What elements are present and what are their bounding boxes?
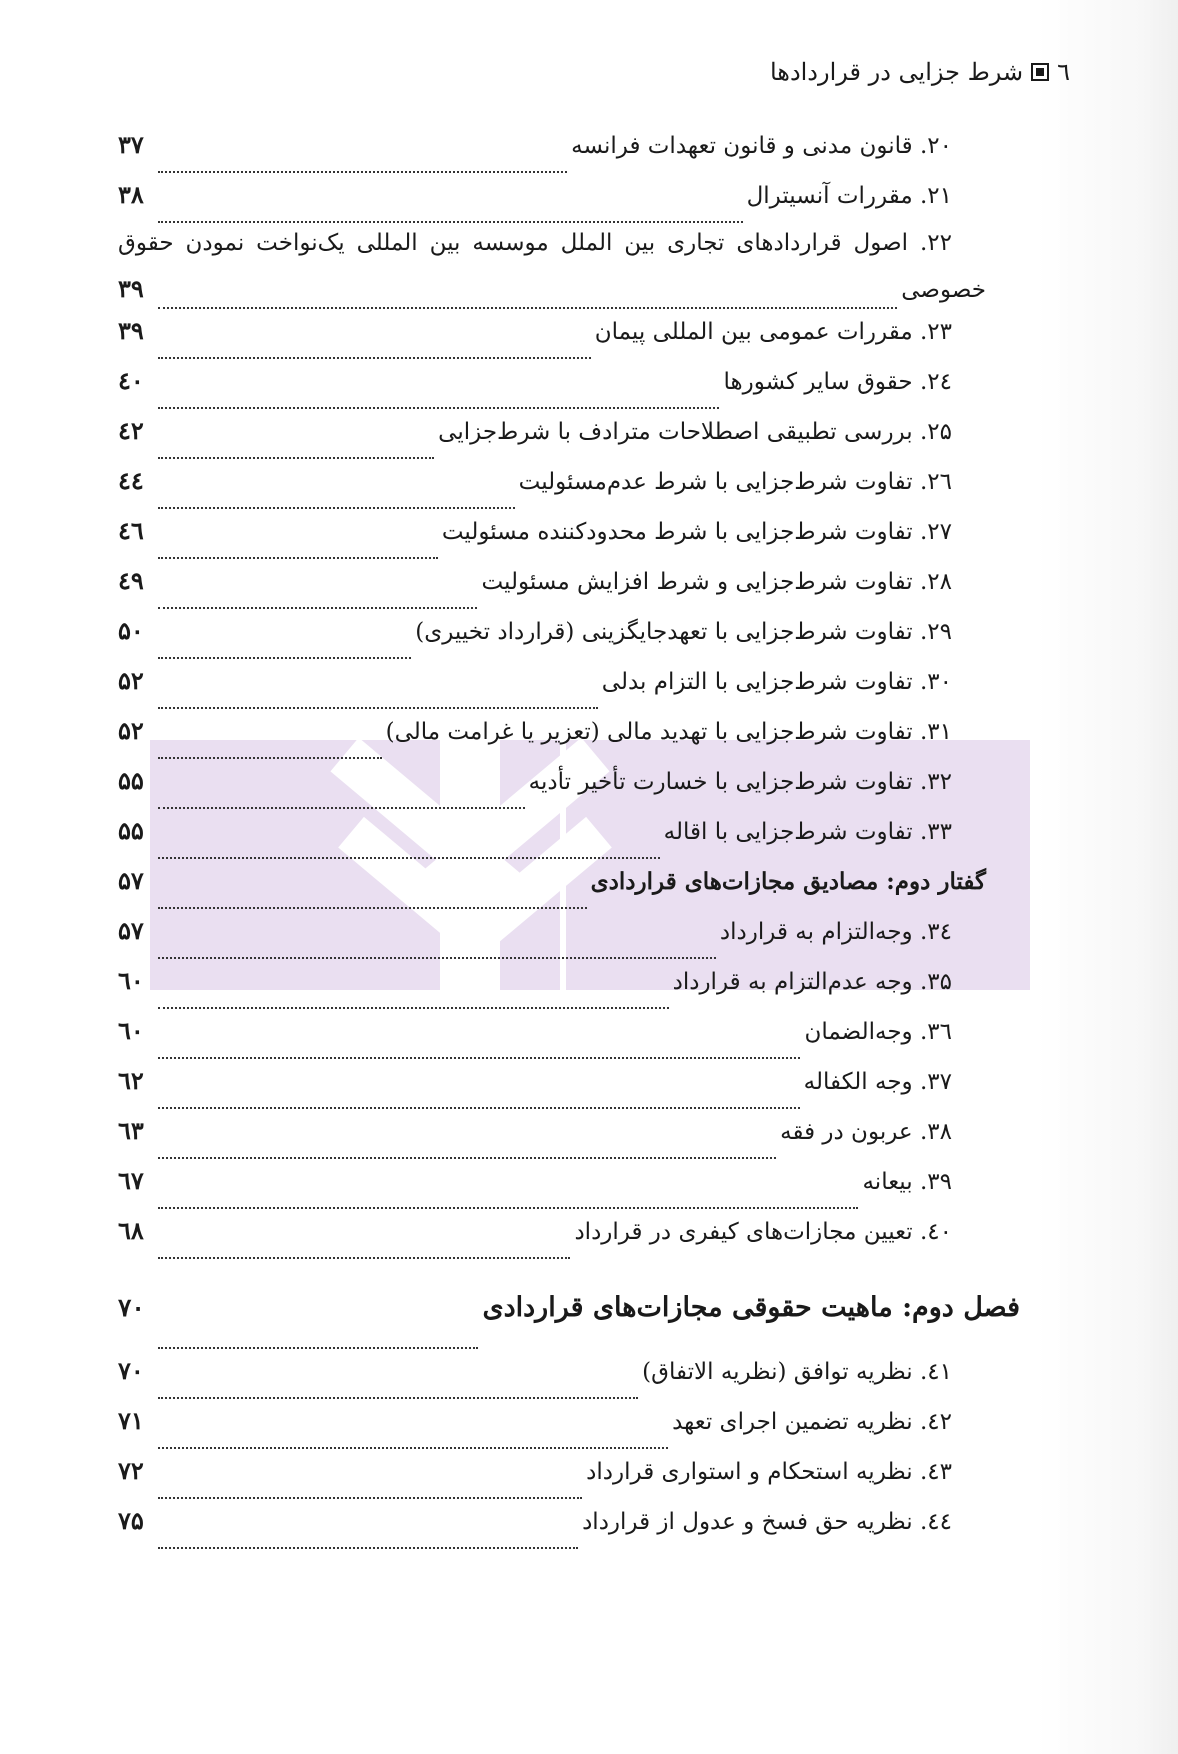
toc-entry-page: ٤۰ (118, 366, 144, 395)
toc-entry-title: ۲٦. تفاوت شرط‌جزایی با شرط عدم‌مسئولیت (518, 469, 952, 495)
dot-leader (158, 1157, 776, 1159)
toc-entry-page: ۵۵ (118, 766, 144, 795)
dot-leader (158, 707, 598, 709)
dot-leader (158, 1057, 800, 1059)
book-title: شرط جزایی در قراردادها (769, 58, 1024, 86)
dot-leader (158, 757, 382, 759)
dot-leader (158, 1207, 858, 1209)
toc-entry (118, 230, 986, 316)
toc-entry-title: ۲۵. بررسی تطبیقی اصطلاحات مترادف با شرط‌جزایی (438, 419, 952, 445)
toc-entry-title: ۲۷. تفاوت شرط‌جزایی با شرط محدودکننده مسئولیت (441, 519, 952, 545)
dot-leader (158, 557, 438, 559)
toc-entry-title: ۲۹. تفاوت شرط‌جزایی با تعهدجایگزینی (قرارداد تخییری) (415, 619, 952, 645)
toc-entry (118, 1456, 986, 1506)
toc-entry-title: ۳۱. تفاوت شرط‌جزایی با تهدید مالی (تعزیر یا غرامت مالی) (385, 719, 952, 745)
toc-entry-page: ۵۷ (118, 916, 144, 945)
toc-entry-page: ۷۰ (118, 1356, 144, 1385)
toc-entry-page: ۷۱ (118, 1406, 144, 1435)
dot-leader (158, 1007, 669, 1009)
toc-entry (118, 516, 986, 566)
dot-leader (158, 171, 567, 173)
toc-entry-title-continued: خصوصی (901, 277, 986, 303)
toc-entry (118, 416, 986, 466)
toc-entry-title: ۳۸. عربون در فقه (780, 1119, 952, 1145)
toc-entry (118, 466, 986, 516)
toc-entry-page: ٤٦ (118, 516, 144, 545)
subsection-page: ۵۷ (118, 866, 144, 895)
dot-leader (158, 1397, 638, 1399)
toc-entry (118, 180, 986, 230)
toc-entry-page: ۵۲ (118, 666, 144, 695)
toc-entry-page: ٤۲ (118, 416, 144, 445)
toc-entry-title: ۳۳. تفاوت شرط‌جزایی با اقاله (663, 819, 952, 845)
toc-entry-page: ۳۷ (118, 130, 144, 159)
toc-entry-page: ۵۲ (118, 716, 144, 745)
dot-leader (158, 607, 477, 609)
toc-entry-title: ۲۸. تفاوت شرط‌جزایی و شرط افزایش مسئولیت (481, 569, 952, 595)
toc-entry (118, 1016, 986, 1066)
toc-entry-page: ٦۳ (118, 1116, 144, 1145)
toc-entry-page: ٦۰ (118, 966, 144, 995)
toc-entry (118, 1116, 986, 1166)
dot-leader (158, 1107, 800, 1109)
toc-entry-page: ۷۲ (118, 1456, 144, 1485)
dot-leader (158, 907, 587, 909)
dot-leader (158, 457, 434, 459)
toc-entry (118, 916, 986, 966)
toc-entry (118, 1506, 986, 1556)
toc-entry-title: ۳۵. وجه عدم‌التزام به قرارداد (672, 969, 952, 995)
dot-leader (158, 1257, 570, 1259)
toc-entry-title: ۳۰. تفاوت شرط‌جزایی با التزام بدلی (601, 669, 952, 695)
toc-entry-page: ٤۹ (118, 566, 144, 595)
toc-entry (118, 566, 986, 616)
table-of-contents (118, 130, 1020, 1556)
toc-entry-page: ۷۵ (118, 1506, 144, 1535)
dot-leader (158, 307, 897, 309)
toc-entry-page: ۳۹ (118, 316, 144, 345)
toc-entry (118, 1216, 986, 1266)
toc-entry-title: ٤٤. نظریه حق فسخ و عدول از قرارداد (582, 1509, 952, 1535)
toc-entry-title: ٤۱. نظریه توافق (نظریه الاتفاق) (642, 1359, 952, 1385)
toc-entry-title: ۲۱. مقررات آنسیترال (746, 183, 952, 209)
toc-entry-page: ۳۸ (118, 180, 144, 209)
running-header (770, 58, 1070, 86)
dot-leader (158, 1447, 668, 1449)
toc-entry (118, 666, 986, 716)
toc-entry-title: ٤۰. تعیین مجازات‌های کیفری در قرارداد (574, 1219, 952, 1245)
toc-entry (118, 766, 986, 816)
toc-entry (118, 716, 986, 766)
dot-leader (158, 957, 716, 959)
dot-leader (158, 807, 525, 809)
toc-entry-title: ۲۰. قانون مدنی و قانون تعهدات فرانسه (571, 133, 952, 159)
dot-leader (158, 221, 743, 223)
dot-leader (158, 1347, 478, 1349)
toc-entry (118, 130, 986, 180)
toc-entry-title: ۲٤. حقوق سایر کشورها (723, 369, 952, 395)
toc-entry (118, 1166, 986, 1216)
toc-entry-title: ۳۷. وجه الکفاله (803, 1069, 952, 1095)
toc-entry-page: ٤٤ (118, 466, 144, 495)
toc-entry-page: ۵۰ (118, 616, 144, 645)
toc-entry-page: ۳۹ (118, 274, 144, 303)
toc-chapter-heading (118, 1292, 1020, 1356)
toc-entry-page: ٦۰ (118, 1016, 144, 1045)
toc-entry-title: ۳۲. تفاوت شرط‌جزایی با خسارت تأخیر تأدیه (528, 769, 952, 795)
toc-entry (118, 1356, 986, 1406)
toc-entry-page: ٦۸ (118, 1216, 144, 1245)
toc-entry-title: ٤۳. نظریه استحکام و استواری قرارداد (586, 1459, 952, 1485)
toc-entry (118, 366, 986, 416)
dot-leader (158, 857, 660, 859)
toc-entry-title: ۳٤. وجه‌التزام به قرارداد (719, 919, 952, 945)
toc-entry-page: ٦۷ (118, 1166, 144, 1195)
square-bullet-icon (1031, 63, 1049, 81)
toc-entry-title: ۳۹. بیعانه (862, 1169, 952, 1195)
chapter-page: ۷۰ (118, 1293, 145, 1322)
toc-entry-title: ۳٦. وجه‌الضمان (804, 1019, 952, 1045)
page-number: ٦ (1057, 58, 1070, 86)
toc-entry (118, 966, 986, 1016)
dot-leader (158, 1547, 578, 1549)
toc-entry-page: ٦۲ (118, 1066, 144, 1095)
toc-entry (118, 1406, 986, 1456)
toc-entry (118, 316, 986, 366)
toc-entry-page: ۵۵ (118, 816, 144, 845)
chapter-title: فصل دوم: ماهیت حقوقی مجازات‌های قراردادی (482, 1292, 1020, 1323)
toc-entry-title: ٤۲. نظریه تضمین اجرای تعهد (672, 1409, 952, 1435)
toc-entry (118, 616, 986, 666)
toc-subsection-heading (118, 866, 986, 916)
toc-entry (118, 816, 986, 866)
toc-entry-title: ۲۳. مقررات عمومی بین المللی پیمان (594, 319, 952, 345)
dot-leader (158, 1497, 582, 1499)
dot-leader (158, 407, 719, 409)
dot-leader (158, 507, 515, 509)
dot-leader (158, 657, 411, 659)
subsection-title: گفتار دوم: مصادیق مجازات‌های قراردادی (590, 868, 986, 895)
toc-entry-title: ۲۲. اصول قراردادهای تجاری بین الملل موسسه بین المللی یک‌نواخت نمودن حقوق (118, 230, 952, 256)
dot-leader (158, 357, 591, 359)
toc-entry (118, 1066, 986, 1116)
